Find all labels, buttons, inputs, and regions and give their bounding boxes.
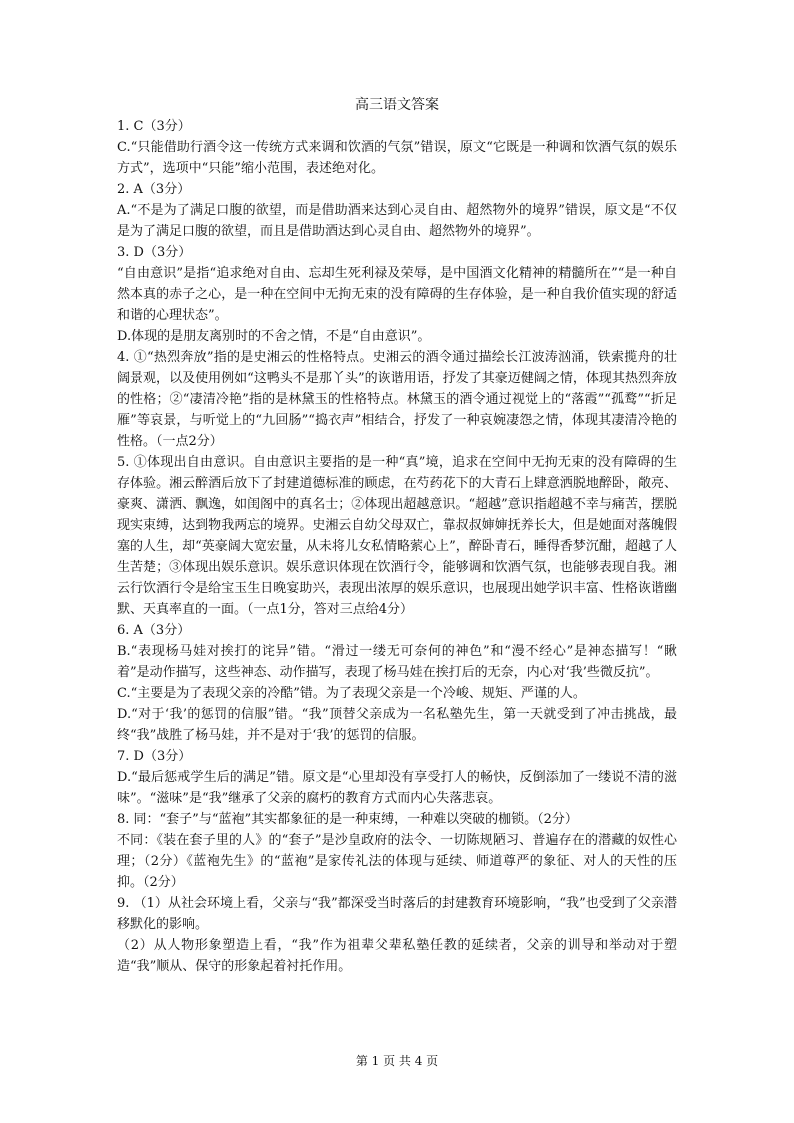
answer-line-5: 5. ①体现出自由意识。自由意识主要指的是一种“真”境，追求在空间中无拘无束的没有障碍的生存体验。湘云醉酒后放下了封建道德标准的顾虑，在芍药花下的大青石上肆意洒脱地醉卧，敞亮、豪爽、潇洒、飘逸，如闺阁中的真名士；②体现出超越意识。“超越”意识指超越不幸与痛苦，摆脱现实束缚，达到物我两忘的境界。史湘云自幼父母双亡，靠叔叔婶婶抚养长大，但是她面对落魄假塞的人生，却“英豪阔大宽宏量，从未将儿女私情略萦心上”，醉卧青石，睡得香梦沉酣，超越了人生苦楚；③体现出娱乐意识。娱乐意识体现在饮酒行令，能够调和饮酒气氛，也能够表现自我。湘云行饮酒行令是给宝玉生日晚宴助兴，表现出浓厚的娱乐意识，也展现出她学识丰富、性格诙谐幽默、天真率直的一面。（一点1分，答对三点给4分） <box>117 455 677 617</box>
answer-line-6-option-b: B.“表现杨马娃对挨打的诧异”错。“滑过一缕无可奈何的神色”和“漫不经心”是神态描写！“瞅着”是动作描写，这些神态、动作描写，表现了杨马娃在挨打后的无奈，内心对‘我’些微反抗”。 <box>117 644 677 680</box>
answer-document <box>117 94 677 977</box>
answer-line-2-explanation: A.“不是为了满足口腹的欲望，而是借助酒来达到心灵自由、超然物外的境界”错误，原文是“不仅是为了满足口腹的欲望，而且是借助酒达到心灵自由、超然物外的境界”。 <box>117 203 677 239</box>
page-title: 高三语文答案 <box>355 97 439 113</box>
answer-line-9-part-2: （2）从人物形象塑造上看，“我”作为祖辈父辈私塾任教的延续者，父亲的训导和举动对于塑造“我”顺从、保守的形象起着衬托作用。 <box>117 938 677 974</box>
page-footer: 第 1 页 共 4 页 <box>355 1054 439 1068</box>
answer-line-4: 4. ①“热烈奔放”指的是史湘云的性格特点。史湘云的酒令通过描绘长江波涛汹涌，铁索揽舟的壮阔景观，以及使用例如“这鸭头不是那丫头”的诙谐用语，抒发了其豪迈健阔之情，体现其热烈奔放的性格；②“凄清冷艳”指的是林黛玉的性格特点。林黛玉的酒令通过视觉上的“落霞”“孤鹜”“折足雁”等哀景，与听觉上的“九回肠”“捣衣声”相结合，抒发了一种哀婉凄怨之情，体现其凄清冷艳的性格。（一点2分） <box>117 350 677 449</box>
answer-line-2-heading: 2. A（3分） <box>117 182 191 197</box>
answer-line-6-option-d: D.“对于‘我’的惩罚的信服”错。“我”顶替父亲成为一名私塾先生，第一天就受到了冲击挑战，最终“我”战胜了杨马娃，并不是对于‘我’的惩罚的信服。 <box>117 707 677 743</box>
answer-line-7-heading: 7. D（3分） <box>117 749 192 764</box>
answer-line-3-heading: 3. D（3分） <box>117 245 192 260</box>
answer-line-3-definition: “自由意识”是指“追求绝对自由、忘却生死利禄及荣辱，是中国酒文化精神的精髓所在”“是一种自然本真的赤子之心，是一种在空间中无拘无束的没有障碍的生存体验，是一种自我价值实现的舒适和谐的心理状态”。 <box>117 266 677 323</box>
answer-line-3-explanation: D.体现的是朋友离别时的不舍之情，不是“自由意识”。 <box>117 329 431 344</box>
answer-line-8-same: 8. 同：“套子”与“蓝袍”其实都象征的是一种束缚，一种难以突破的枷锁。（2分） <box>117 812 578 827</box>
answer-line-6-option-c: C.“主要是为了表现父亲的冷酷”错。为了表现父亲是一个冷峻、规矩、严谨的人。 <box>117 686 586 701</box>
answer-line-1-heading: 1. C（3分） <box>117 119 191 134</box>
answer-line-7-explanation: D.“最后惩戒学生后的满足”错。原文是“心里却没有享受打人的畅快，反倒添加了一缕说不清的滋味”。“滋味”是“我”继承了父亲的腐朽的教育方式而内心失落悲哀。 <box>117 770 677 806</box>
answer-line-1-explanation: C.“只能借助行酒令这一传统方式来调和饮酒的气氛”错误，原文“它既是一种调和饮酒气氛的娱乐方式”，选项中“只能”缩小范围，表述绝对化。 <box>117 140 677 176</box>
answer-line-6-heading: 6. A（3分） <box>117 623 191 638</box>
answer-body <box>117 116 677 977</box>
answer-line-9-part-1: 9. （1）从社会环境上看，父亲与“我”都深受当时落后的封建教育环境影响，“我”也受到了父亲潜移默化的影响。 <box>117 896 677 932</box>
answer-line-8-different: 不同：《装在套子里的人》的“套子”是沙皇政府的法令、一切陈规陋习、普遍存在的潜藏的奴性心理；（2分）《蓝袍先生》的“蓝袍”是家传礼法的体现与延续、师道尊严的象征、对人的天性的压抑。（2分） <box>117 833 677 890</box>
